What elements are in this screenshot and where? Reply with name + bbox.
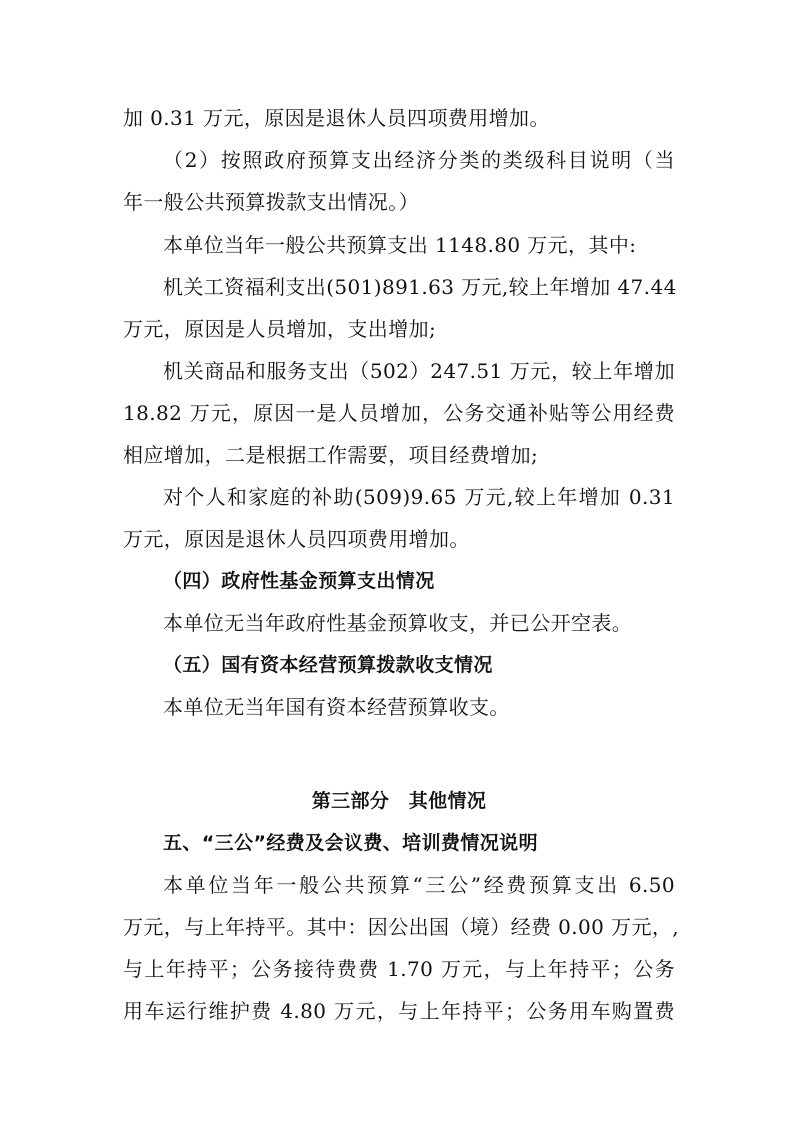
part-title: 第三部分 其他情况 bbox=[311, 790, 487, 812]
text-line-11: 万元，原因是退休人员四项费用增加。 bbox=[123, 527, 470, 551]
section-heading-4: （四）政府性基金预算支出情况 bbox=[163, 570, 435, 592]
text-line-20: 与上年持平；公务接待费费 1.70 万元，与上年持平；公务 bbox=[123, 957, 675, 981]
text-line-8: 18.82 万元，原因一是人员增加，公务交通补贴等公用经费 bbox=[123, 401, 675, 425]
text-line-6: 万元，原因是人员增加，支出增加; bbox=[123, 317, 437, 341]
text-line-10: 对个人和家庭的补助(509)9.65 万元,较上年增加 0.31 bbox=[163, 485, 675, 509]
text-line-4: 本单位当年一般公共预算支出 1148.80 万元，其中: bbox=[163, 233, 637, 257]
text-line-21: 用车运行维护费 4.80 万元，与上年持平；公务用车购置费 bbox=[123, 999, 675, 1023]
text-line-2: （2）按照政府预算支出经济分类的类级科目说明（当 bbox=[163, 148, 675, 172]
section-heading-five: 五、“三公”经费及会议费、培训费情况说明 bbox=[163, 832, 538, 854]
text-line-9: 相应增加，二是根据工作需要，项目经费增加; bbox=[123, 443, 539, 467]
text-line-13: 本单位无当年政府性基金预算收支，并已公开空表。 bbox=[163, 611, 633, 635]
text-line-19: 万元，与上年持平。其中：因公出国（境）经费 0.00 万元，, bbox=[123, 915, 680, 939]
text-line-18: 本单位当年一般公共预算“三公”经费预算支出 6.50 bbox=[163, 873, 675, 897]
text-line-7: 机关商品和服务支出（502）247.51 万元，较上年增加 bbox=[163, 359, 675, 383]
text-line-1: 加 0.31 万元，原因是退休人员四项费用增加。 bbox=[123, 106, 550, 130]
text-line-3: 年一般公共预算拨款支出情况。） bbox=[123, 190, 419, 214]
text-line-5: 机关工资福利支出(501)891.63 万元,较上年增加 47.44 bbox=[163, 275, 677, 299]
text-line-15: 本单位无当年国有资本经营预算收支。 bbox=[163, 695, 510, 719]
section-heading-5: （五）国有资本经营预算拨款收支情况 bbox=[163, 654, 493, 676]
